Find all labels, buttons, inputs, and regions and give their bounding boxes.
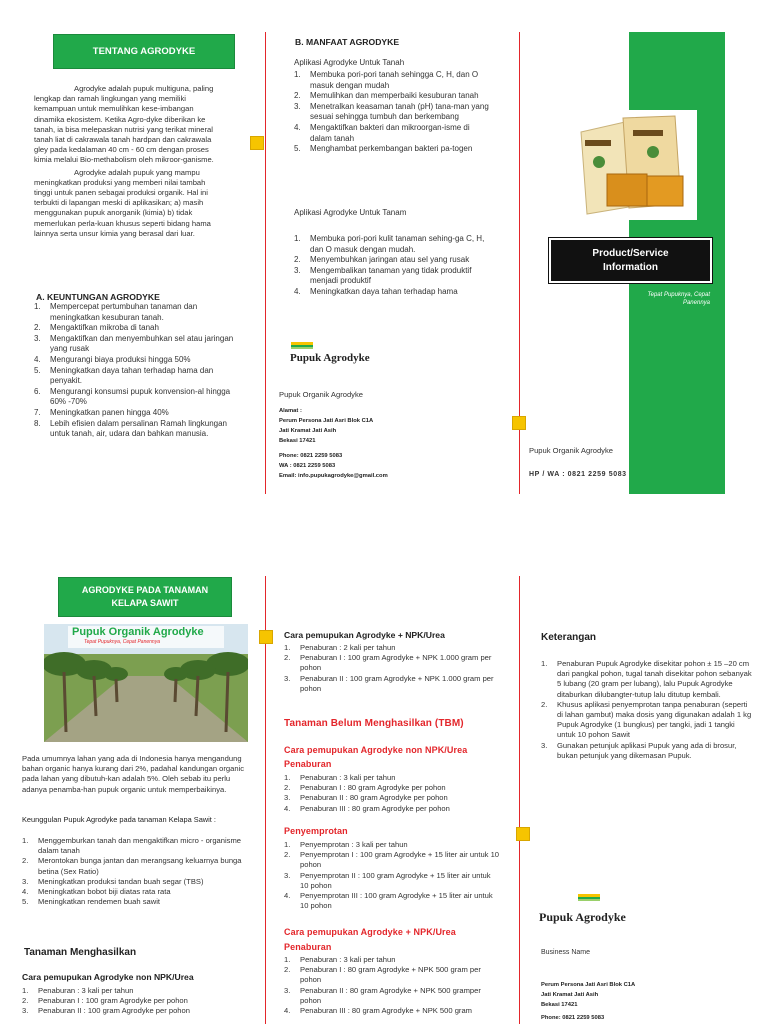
list-item: 2. Memulihkan dan memperbaiki kesuburan tanah xyxy=(294,91,479,101)
list-item: 5. Meningkatkan daya tahan terhadap hama dan penyakit. xyxy=(34,365,214,386)
list-item: 2. Merontokan bunga jantan dan merangsang keluarnya bunga betina (Sex Ratio) xyxy=(22,856,242,876)
list-item: 1. Mempercepat pertumbuhan tanaman dan meningkatkan kesuburan tanah. xyxy=(34,302,198,322)
list-item: 6. Mengurangi konsumsi pupuk konvension-al hingga 60% -70% xyxy=(34,386,231,407)
nonnpk-heading: Cara pemupukan Agrodyke non NPK/Urea xyxy=(284,745,468,755)
sawit-title: AGRODYKE PADA TANAMAN KELAPA SAWIT xyxy=(81,585,209,608)
company-name: Pupuk Organik Agrodyke xyxy=(529,446,614,455)
list-item: 3. Menetralkan keasaman tanah (pH) tana-man yang sesuai sehingga tumbuh dan berkembang xyxy=(294,101,489,122)
list-item: 1. Menggemburkan tanah dan mengaktifkan micro - organisme dalam tanah xyxy=(22,836,242,856)
list-item: 2. Penaburan I : 80 gram Agrodyke per pohon xyxy=(284,783,446,793)
list-item: 2. Mengaktifkan mikroba di tanah xyxy=(34,323,159,333)
list-item: 4. Penyemprotan III : 100 gram Agrodyke + 15 liter air untuk 10 pohon xyxy=(284,891,493,911)
tagline: Tepat Pupuknya, Cepat Panennya xyxy=(647,292,710,306)
list-item: 3. Penyemprotan II : 100 gram Agrodyke + 15 liter air untuk 10 pohon xyxy=(284,870,491,890)
fold-marker xyxy=(250,136,264,150)
list-item: 3. Meningkatkan produksi tandan buah segar (TBS) xyxy=(22,876,204,886)
business-name: Business Name xyxy=(541,949,591,956)
tanah-heading: Aplikasi Agrodyke Untuk Tanah xyxy=(294,58,405,67)
about-title: TENTANG AGRODYKE xyxy=(92,46,196,57)
list-item: 5. Menghambat perkembangan bakteri pa-togen xyxy=(294,144,473,154)
keuntungan-heading: A. KEUNTUNGAN AGRODYKE xyxy=(36,292,160,302)
list-item: 2. Penaburan I : 80 gram Agrodyke + NPK 500 gram per pohon xyxy=(284,965,481,985)
list-item: 2. Penaburan I : 100 gram Agrodyke per pohon xyxy=(22,996,188,1006)
phone-text: Phone: 0821 2259 5083 xyxy=(541,1015,605,1021)
list-item: 1. Membuka pori-pori tanah sehingga C, H, dan O masuk dengan mudah xyxy=(294,70,479,90)
list-item: 4. Meningkatkan bobot biji diatas rata rata xyxy=(22,887,171,897)
list-item: 4. Meningkatkan daya tahan terhadap hama xyxy=(294,286,458,296)
keuntungan-list xyxy=(34,302,239,440)
list-item: 5. Meningkatkan rendemen buah sawit xyxy=(22,897,160,907)
list-item: 3. Penaburan II : 80 gram Agrodyke + NPK 500 gramper pohon xyxy=(284,985,481,1005)
tbm-heading: Tanaman Belum Menghasilkan (TBM) xyxy=(284,718,464,729)
list-item: 1. Penaburan : 3 kali per tahun xyxy=(22,986,134,995)
contact-block xyxy=(541,980,741,1023)
list-item: 4. Penaburan III : 80 gram Agrodyke per pohon xyxy=(284,803,450,813)
list-item: 2. Penyemprotan I : 100 gram Agrodyke + 15 liter air untuk 10 pohon xyxy=(284,850,500,870)
list-item: 1. Penaburan : 3 kali per tahun xyxy=(284,773,396,782)
fold-marker xyxy=(516,827,530,841)
tanam-list xyxy=(294,234,490,298)
penyemprotan-label: Penyemprotan xyxy=(284,826,348,836)
list-item: 3. Penaburan II : 100 gram Agrodyke per pohon xyxy=(22,1006,190,1016)
about-text xyxy=(34,84,224,239)
company-name: Pupuk Organik Agrodyke xyxy=(279,390,364,399)
wa-text: WA : 0821 2259 5083 xyxy=(279,463,336,469)
tanam-heading: Aplikasi Agrodyke Untuk Tanam xyxy=(294,208,407,217)
contact-block xyxy=(279,406,509,481)
list-item: 1. Penaburan : 2 kali per tahun xyxy=(284,643,396,652)
penyemprotan-list xyxy=(284,840,500,911)
image-banner-sub: Tepat Pupuknya, Cepat Panennya xyxy=(84,639,160,645)
list-item: 8. Lebih efisien dalam persalinan Ramah lingkungan untuk tanah, air, udara dan bahkan manusia. xyxy=(34,418,228,439)
brand-logo xyxy=(578,894,600,901)
list-item: 2. Penaburan I : 100 gram Agrodyke + NPK 1.000 gram per pohon xyxy=(284,653,492,673)
address-line: Jati Kramat Jati Asih xyxy=(279,428,337,434)
keterangan-heading: Keterangan xyxy=(541,632,597,643)
list-item: 1. Penyemprotan : 3 kali per tahun xyxy=(284,840,408,849)
address-line: Bekasi 17421 xyxy=(541,1002,578,1008)
image-banner: Pupuk Organik Agrodyke xyxy=(72,626,204,638)
cara-list xyxy=(22,986,252,1017)
hp-wa-text: HP / WA : 0821 2259 5083 xyxy=(529,471,627,478)
address-line: Bekasi 17421 xyxy=(279,438,316,444)
keunggulan-heading: Keunggulan Pupuk Agrodyke pada tanaman Kelapa Sawit : xyxy=(22,815,216,824)
list-item: 4. Mengaktifkan bakteri dan mikroorgan-isme di dalam tanah xyxy=(294,122,470,143)
menghasilkan-heading: Tanaman Menghasilkan xyxy=(24,947,137,958)
address-line: Perum Persona Jati Asri Blok C1A xyxy=(279,418,374,424)
tanah-list xyxy=(294,70,490,155)
address-label: Alamat : xyxy=(279,408,302,414)
penaburan2-label: Penaburan xyxy=(284,942,332,952)
penaburan-list xyxy=(284,773,500,814)
list-item: 3. Penaburan II : 100 gram Agrodyke + NPK 1.000 gram per pohon xyxy=(284,673,494,693)
brand-logo xyxy=(291,342,313,349)
manfaat-heading: B. MANFAAT AGRODYKE xyxy=(295,37,400,47)
list-item: 3. Mengaktifkan dan menyembuhkan sel atau jaringan yang rusak xyxy=(34,333,234,354)
list-item: 3. Mengembalikan tanaman yang tidak produktif menjadi produktif xyxy=(294,265,472,286)
keunggulan-list xyxy=(22,836,260,907)
about-title-box xyxy=(54,35,234,68)
npk-heading: Cara pemupukan Agrodyke + NPK/Urea xyxy=(284,630,445,640)
product-image xyxy=(563,110,697,220)
list-item: 2. Khusus aplikasi penyemprotan tanpa penaburan (seperti di lahan gambut) maka dosis yang digunakan adalah 1 kg Pupuk Agrodyke (1 bungkus) per tangki, jadi 1 tangki untuk 10 pohon Sawit xyxy=(541,699,752,740)
plantation-image xyxy=(44,624,248,742)
fold-marker xyxy=(512,416,526,430)
fold-line xyxy=(519,576,520,1024)
list-item: 1. Penaburan Pupuk Agrodyke disekitar pohon ± 15 –20 cm dari pangkal pohon, tugal tanah disekitar pohon sebanyak 5 lubang (20 gram per lubang), lalu Pupuk Agrodyke ditaburkan dilubangter-tutup lalu ditutup kembali. xyxy=(541,659,752,699)
product-info-title: Product/Service Information xyxy=(592,248,669,273)
list-item: 2. Menyembuhkan jaringan atau sel yang rusak xyxy=(294,255,470,265)
list-item: 4. Mengurangi biaya produksi hingga 50% xyxy=(34,354,191,364)
sawit-paragraph: Pada umumnya lahan yang ada di Indonesia hanya mengandung bahan organic hanya kurang dari 2%, padahal kandungan organic pada lahan yang dibutuh-kan adalah 5%. Oleh sebab itu perlu adanya penamba-han pupuk organic untuk memperbaikinya. xyxy=(22,754,245,794)
about-paragraph-1: Agrodyke adalah pupuk multiguna, paling lengkap dan ramah lingkungan yang memiliki kemampuan untuk memulihkan kese-imbangan dinamika ekosistem. Ketika Agro-dyke diberikan ke tanah, ia bisa melepaskan nutrisi yang terikat mineral tanah liat di cakrawala tanah hardpan dan cakrawala gley pada kedalaman 40 cm - 60 cm dengan proses kimia melalui Bio-methabolism oleh mikroor-ganisme. xyxy=(34,84,214,165)
list-item: 1. Membuka pori-pori kulit tanaman sehing-ga C, H, dan O masuk dengan mudah. xyxy=(294,234,485,254)
phone-text: Phone: 0821 2259 5083 xyxy=(279,453,343,459)
address-line: Perum Persona Jati Asri Blok C1A xyxy=(541,982,636,988)
product-info-box xyxy=(549,238,712,283)
list-item: 4. Penaburan III : 80 gram Agrodyke + NPK 500 gram xyxy=(284,1006,473,1016)
penaburan-label: Penaburan xyxy=(284,759,332,769)
npk2-heading: Cara pemupukan Agrodyke + NPK/Urea xyxy=(284,927,456,937)
npk-list xyxy=(284,643,500,694)
email-text: Email: info.pupukagrodyke@gmail.com xyxy=(279,473,388,479)
list-item: 3. Gunakan petunjuk aplikasi Pupuk yang ada di brosur, bukan petunjuk yang dikemasan Pupuk. xyxy=(541,740,737,760)
list-item: 3. Penaburan II : 80 gram Agrodyke per pohon xyxy=(284,793,448,803)
list-item: 7. Meningkatkan panen hingga 40% xyxy=(34,407,169,417)
fold-line xyxy=(265,32,266,494)
address-line: Jati Kramat Jati Asih xyxy=(541,992,599,998)
cara-heading: Cara pemupukan Agrodyke non NPK/Urea xyxy=(22,972,194,982)
brand-name: Pupuk Agrodyke xyxy=(290,352,370,364)
brand-name: Pupuk Agrodyke xyxy=(539,910,626,924)
fold-marker xyxy=(259,630,273,644)
sawit-title-box xyxy=(59,578,231,616)
penaburan2-list xyxy=(284,955,500,1016)
keterangan-list xyxy=(541,659,755,761)
about-paragraph-2: Agrodyke adalah pupuk yang mampu meningkatkan produksi yang memberi nilai tambah tinggi untuk panen sebagai produksi organik. Hal ini terbukti di lapangan meski di aplikasikan; a) masih menggunakan pupuk anorganik (kimia) b) tidak memerlukan perla-kuan khusus seperti bidang hama lainnya serta unsur kimia yang berasal dari luar. xyxy=(34,167,211,238)
list-item: 1. Penaburan : 3 kali per tahun xyxy=(284,955,396,964)
